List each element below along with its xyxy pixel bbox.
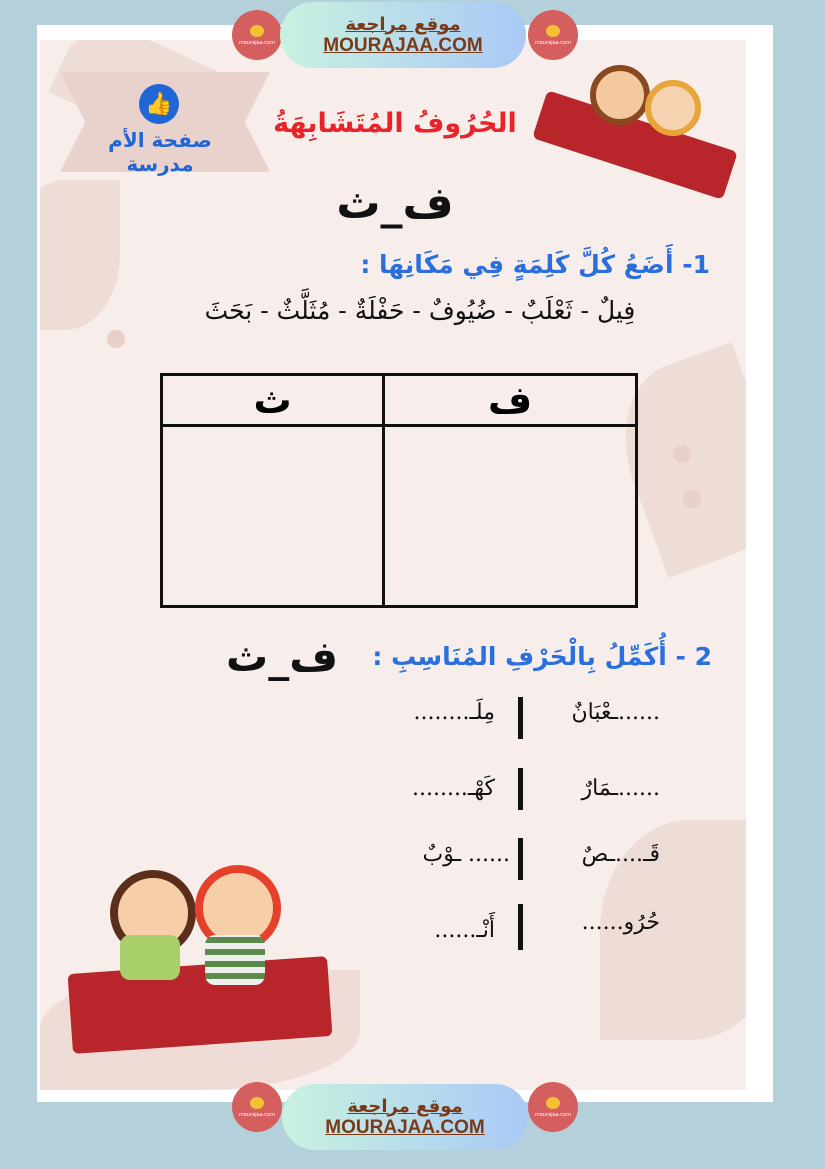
book-icon: [250, 25, 264, 37]
book-icon: [546, 1097, 560, 1109]
separator: [518, 768, 523, 810]
fill-item[interactable]: ...... ـوْبٌ: [422, 842, 510, 867]
column-header-fa: ف: [384, 375, 637, 426]
banner-arabic: موقع مراجعة: [347, 1095, 463, 1117]
banner-domain[interactable]: MOURAJAA.COM: [325, 1116, 485, 1138]
sorting-table: [160, 373, 638, 608]
site-logo[interactable]: [232, 1082, 282, 1132]
exercise-2-label: 2 - أُكَمِّلُ بِالْحَرْفِ المُنَاسِبِ :: [372, 642, 712, 671]
banner-arabic: موقع مراجعة: [345, 13, 461, 35]
logo-caption: mourajaa.com: [534, 1111, 571, 1118]
leaf-decoration: [40, 180, 120, 330]
answer-cell-fa[interactable]: [384, 426, 637, 607]
dot-decoration: [107, 330, 125, 348]
answer-cell-tha[interactable]: [162, 426, 384, 607]
fill-item[interactable]: قَـ....ـصٌ: [581, 842, 660, 867]
fill-item[interactable]: كَهْـ........: [411, 776, 495, 801]
banner-domain[interactable]: MOURAJAA.COM: [323, 34, 483, 56]
exercise-2-letters: ف_ث: [226, 632, 338, 681]
separator: [518, 904, 523, 950]
exercise-1-label: 1- أَضَعُ كُلَّ كَلِمَةٍ فِي مَكَانِهَا :: [360, 250, 710, 279]
site-banner-top[interactable]: [280, 2, 526, 68]
dot-decoration: [683, 490, 701, 508]
girl-shirt-illustration: [120, 935, 180, 980]
boy-illustration: [590, 65, 650, 125]
fill-item[interactable]: أَنْـ......: [434, 918, 495, 943]
girl-illustration: [645, 80, 701, 136]
site-logo[interactable]: [528, 10, 578, 60]
fill-item[interactable]: حُرُو......: [581, 910, 660, 935]
site-logo[interactable]: [232, 10, 282, 60]
separator: [518, 697, 523, 739]
word-list: فِيلٌ - ثَعْلَبٌ - ضُيُوفٌ - حَفْلَةٌ - مُثَلَّثٌ - بَحَثَ: [204, 296, 636, 325]
worksheet-title: الحُرُوفُ المُتَشَابِهَةُ: [273, 108, 517, 139]
book-icon: [250, 1097, 264, 1109]
logo-caption: mourajaa.com: [534, 39, 571, 46]
column-header-tha: ث: [162, 375, 384, 426]
site-logo[interactable]: [528, 1082, 578, 1132]
boy-shirt-illustration: [205, 935, 265, 985]
site-banner-bottom[interactable]: [282, 1084, 528, 1150]
thumbs-up-icon: 👍: [139, 84, 179, 124]
logo-caption: mourajaa.com: [238, 1111, 275, 1118]
logo-caption: mourajaa.com: [238, 39, 275, 46]
dot-decoration: [673, 445, 691, 463]
separator: [518, 838, 523, 880]
target-letters: ف_ث: [336, 178, 454, 229]
page-name: صفحة الأم مدرسة: [108, 128, 212, 176]
fill-item[interactable]: ......ـعْبَانٌ: [571, 700, 660, 725]
book-icon: [546, 25, 560, 37]
fill-item[interactable]: مِلَـ........: [413, 700, 495, 725]
fill-item[interactable]: ......ـمَارٌ: [581, 776, 660, 801]
